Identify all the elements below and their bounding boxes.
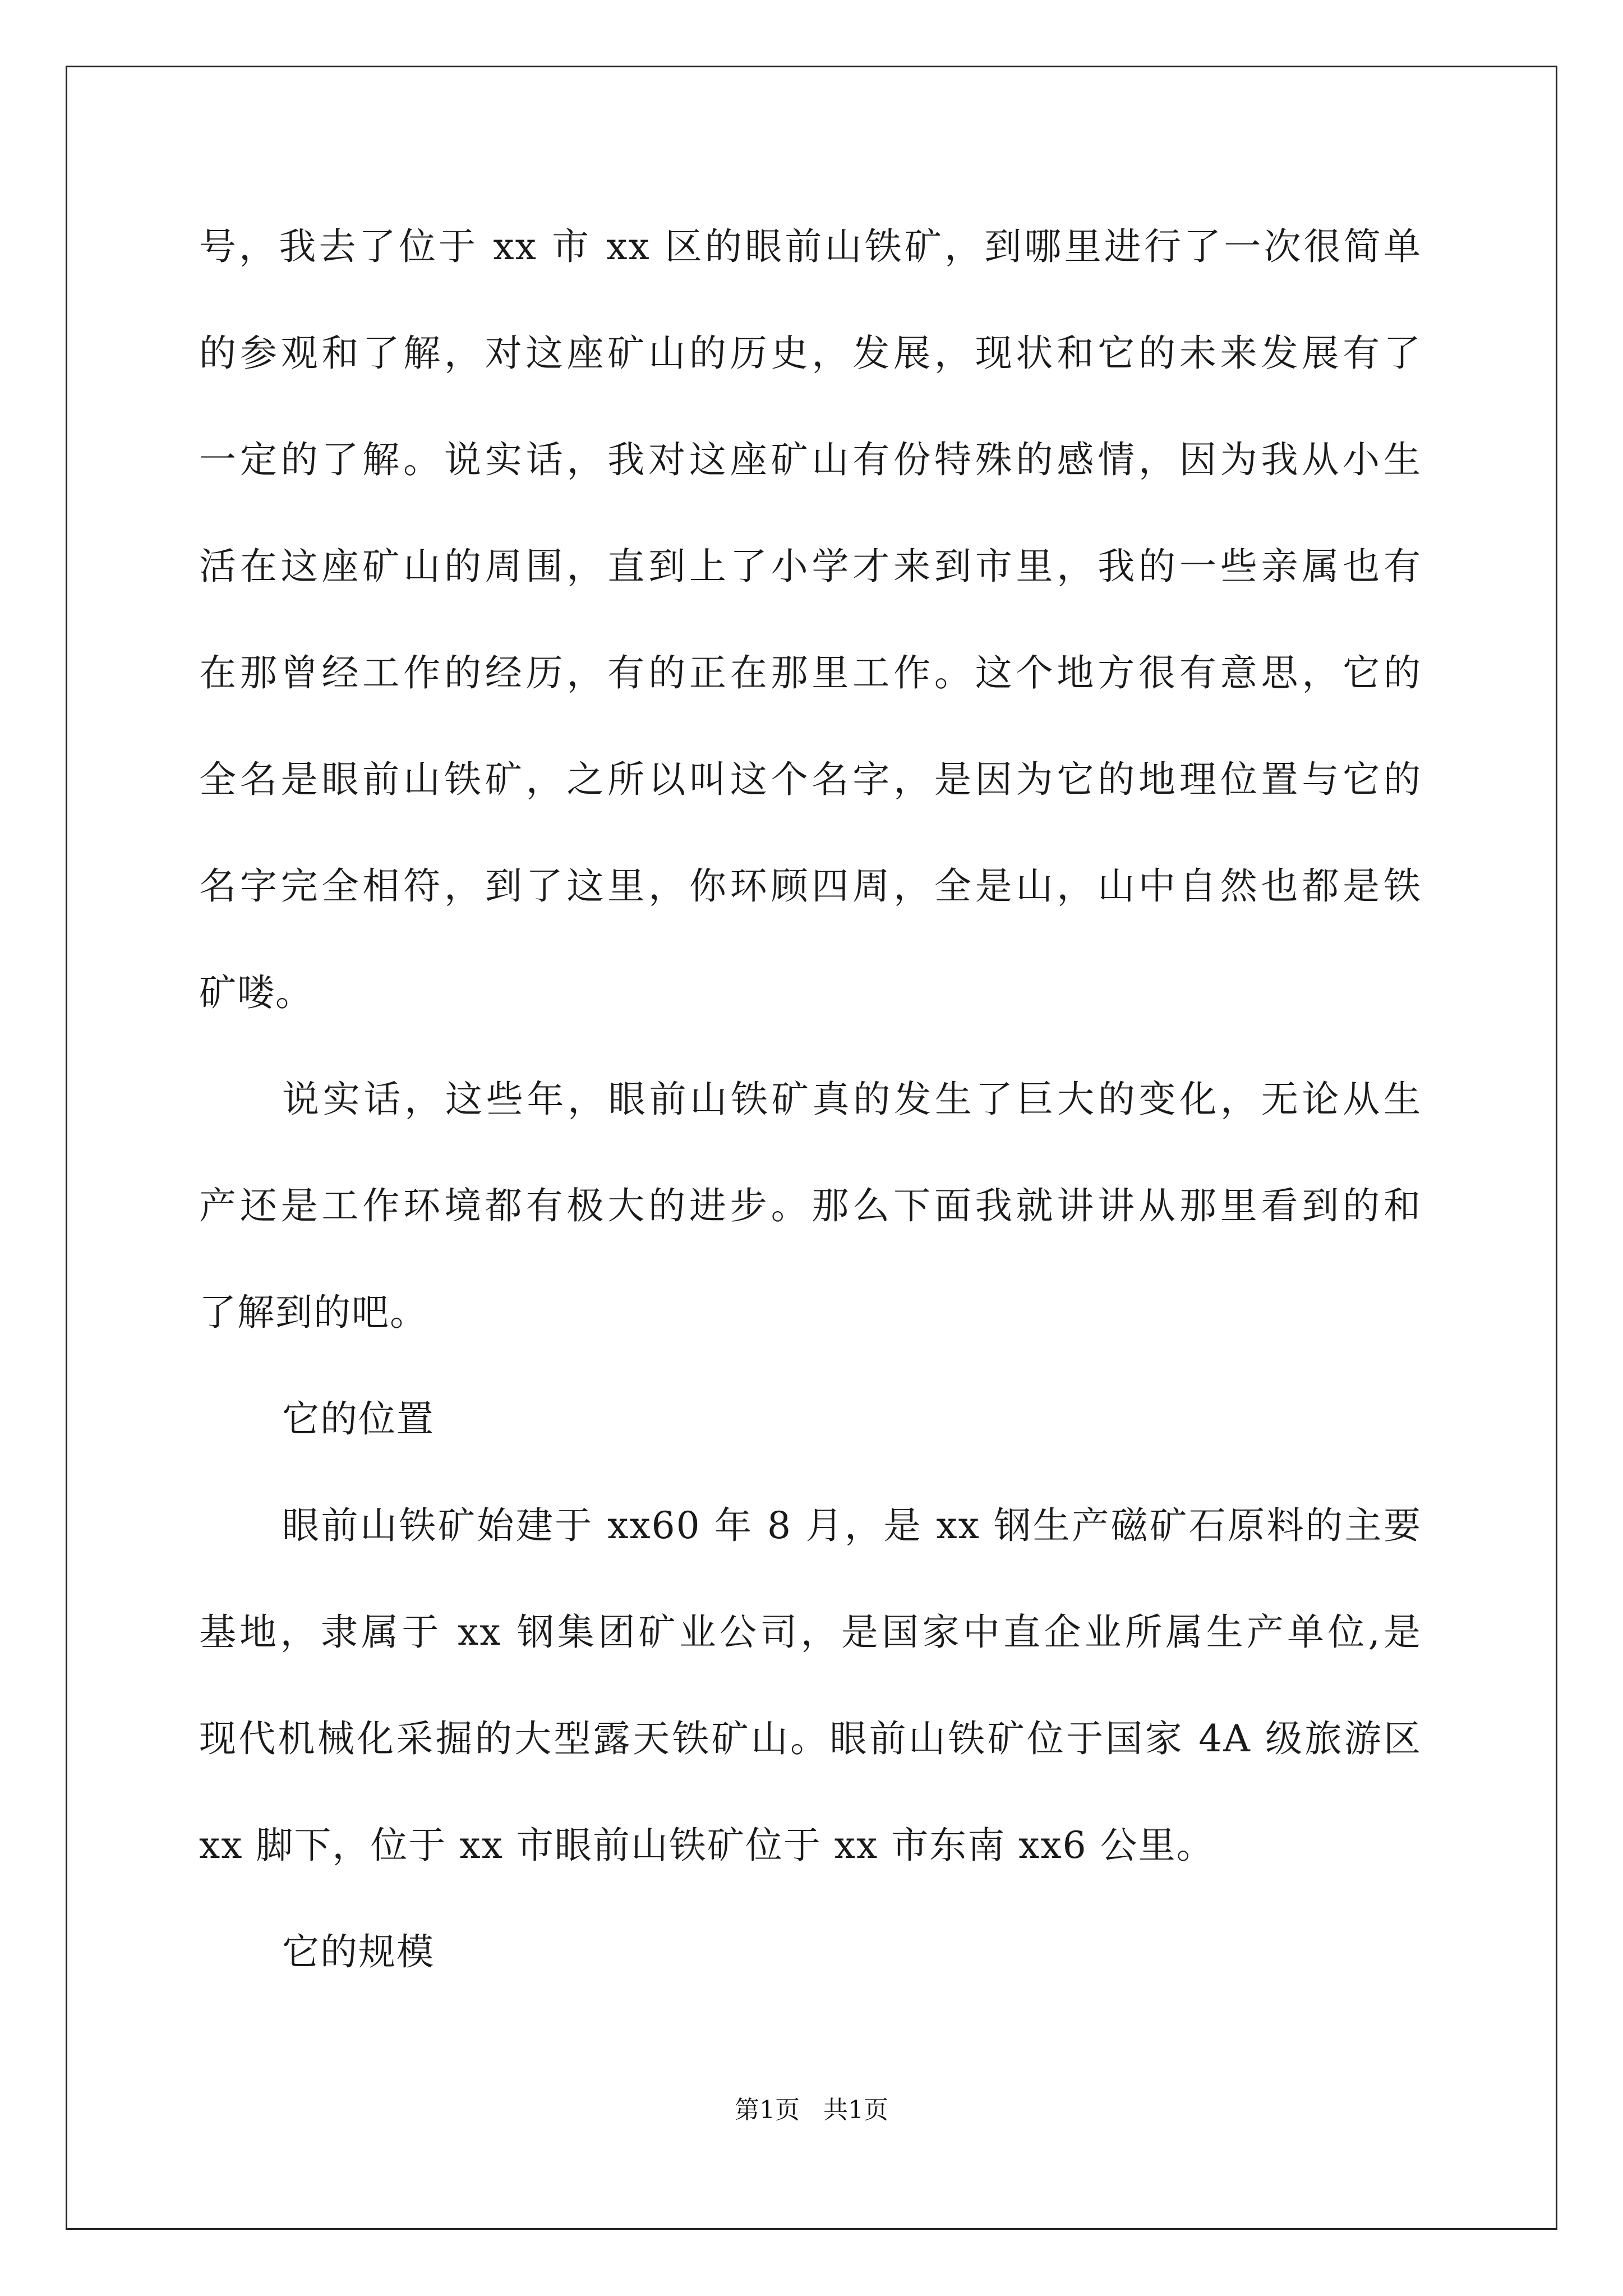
text-line: 说实话，这些年，眼前山铁矿真的发生了巨大的变化，无论从生 (282, 1078, 1422, 1121)
text-line: 眼前山铁矿始建于 xx60 年 8 月，是 xx 钢生产磁矿石原料的主要 (282, 1504, 1422, 1547)
text-line: 全名是眼前山铁矿，之所以叫这个名字，是因为它的地理位置与它的 (199, 758, 1422, 801)
text-line: 号，我去了位于 xx 市 xx 区的眼前山铁矿，到哪里进行了一次很简单 (199, 225, 1422, 268)
document-body (199, 216, 1422, 2028)
text-line: 一定的了解。说实话，我对这座矿山有份特殊的感情，因为我从小生 (199, 438, 1422, 481)
text-line: 它的规模 (282, 1930, 435, 1973)
text-line: 活在这座矿山的周围，直到上了小学才来到市里，我的一些亲属也有 (199, 545, 1422, 588)
page-footer: 第1页 共1页 (735, 2096, 888, 2124)
text-line: 现代机械化采掘的大型露天铁矿山。眼前山铁矿位于国家 4A 级旅游区 (199, 1717, 1422, 1760)
text-line: xx 脚下，位于 xx 市眼前山铁矿位于 xx 市东南 xx6 公里。 (199, 1824, 1215, 1867)
text-line: 的参观和了解，对这座矿山的历史，发展，现状和它的未来发展有了 (199, 332, 1422, 375)
text-line: 了解到的吧。 (199, 1291, 428, 1334)
text-line: 在那曾经工作的经历，有的正在那里工作。这个地方很有意思，它的 (199, 651, 1422, 694)
text-line: 它的位置 (282, 1397, 435, 1441)
text-line: 基地，隶属于 xx 钢集团矿业公司，是国家中直企业所属生产单位,是 (199, 1611, 1422, 1654)
text-line: 名字完全相符，到了这里，你环顾四周，全是山，山中自然也都是铁 (199, 864, 1422, 908)
text-line: 矿喽。 (199, 971, 313, 1014)
text-line: 产还是工作环境都有极大的进步。那么下面我就讲讲从那里看到的和 (199, 1184, 1422, 1227)
